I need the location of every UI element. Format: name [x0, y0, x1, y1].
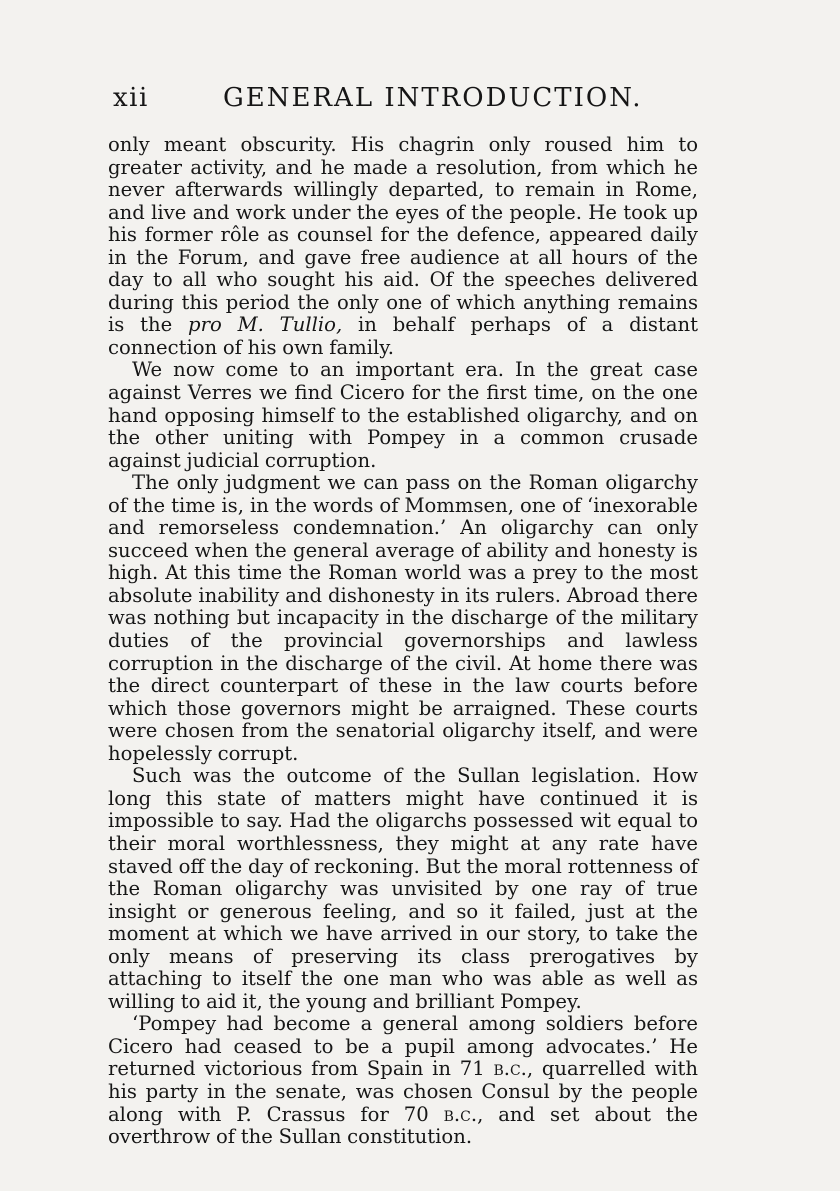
era-abbreviation: b.c.: [493, 1057, 527, 1081]
paragraph: only meant obscurity. His chagrin only roused him to greater activity, and he made a resolution, from which he never afterwards willingly departed, to remain in Rome, and live and work under the eyes of the people. He took up his former rôle as counsel for the defence, appeared daily in the Forum, and gave free audience at all hours of the day to all who sought his aid. Of the speeches delivered during this period the only one of which anything remains is the pro M. Tullio, in behalf perhaps of a distant connection of his own family.: [108, 133, 698, 359]
page-number: xii: [113, 83, 149, 113]
era-abbreviation: b.c.: [443, 1102, 478, 1126]
italic-title: pro M. Tullio,: [188, 313, 343, 337]
paragraph: The only judgment we can pass on the Roman oligarchy of the time is, in the words of Mommsen, one of ‘inexorable and remorseless condemnation.’ An oligarchy can only succeed when the general average of ability and honesty is high. At this time the Roman world was a prey to the most absolute inability and dishonesty in its rulers. Abroad there was nothing but incapacity in the discharge of the military duties of the provincial governorships and lawless corruption in the discharge of the civil. At home there was the direct counterpart of these in the law courts before which those governors might be arraigned. These courts were chosen from the senatorial oligarchy itself, and were hopelessly corrupt.: [108, 471, 698, 765]
body-text: [108, 134, 698, 1149]
running-title: GENERAL INTRODUCTION.: [223, 83, 643, 113]
paragraph: We now come to an important era. In the great case against Verres we find Cicero for the first time, on the one hand opposing himself to the established oligarchy, and on the other uniting with Pompey in a common crusade against judicial corruption.: [108, 358, 698, 472]
paragraph: ‘Pompey had become a general among soldiers before Cicero had ceased to be a pupil among advocates.’ He returned victorious from Spain in 71 b.c., quarrelled with his party in the senate, was chosen Consul by the people along with P. Crassus for 70 b.c., and set about the overthrow of the Sullan constitution.: [108, 1012, 698, 1149]
paragraph: Such was the outcome of the Sullan legislation. How long this state of matters might have continued it is impossible to say. Had the oligarchs possessed wit equal to their moral worthlessness, they might at any rate have staved off the day of reckoning. But the moral rottenness of the Roman oligarchy was unvisited by one ray of true insight or generous feeling, and so it failed, just at the moment at which we have arrived in our story, to take the only means of preserving its class prerogatives by attaching to itself the one man who was able as well as willing to aid it, the young and brilliant Pompey.: [108, 764, 698, 1013]
